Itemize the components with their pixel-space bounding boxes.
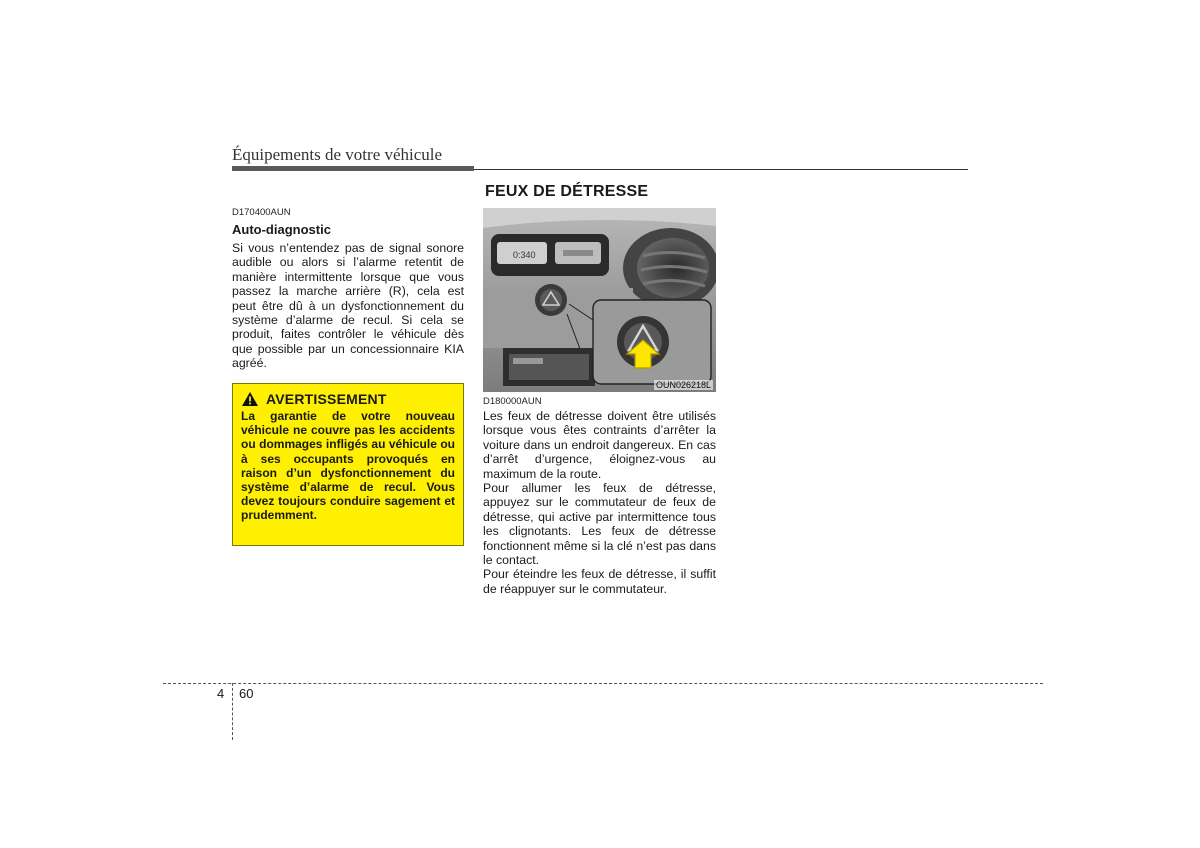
page-number: 60 <box>239 686 254 701</box>
paragraph-3: Pour éteindre les feux de détresse, il suffit de réappuyer sur le commutateur. <box>483 567 716 596</box>
section-code: D170400AUN <box>232 207 291 218</box>
footer-rule <box>163 683 1043 684</box>
hazard-switch-figure <box>483 208 716 392</box>
section-subtitle: Auto-diagnostic <box>232 222 331 237</box>
section-body: Si vous n’entendez pas de signal sonore audible ou alors si l’alarme retentit de manière intermittente lorsque que vous passez la marche arrière (R), cela est peut être dû à un dysfonctionnement du système d’alarme de recul. Si cela se produit, faites contrôler le véhicule dès que possible par un concessionnaire KIA agréé. <box>232 241 464 371</box>
warning-text: La garantie de votre nouveau véhicule ne couvre pas les accidents ou dommages infligés au véhicule ou à ses occupants provoqués en raison d’un dysfonctionnement du système d’alarme de recul. Vous devez toujours conduire sagement et prudemment. <box>241 409 455 523</box>
warning-triangle-icon <box>241 391 259 407</box>
paragraph-1: Les feux de détresse doivent être utilisés lorsque vous êtes contraints d’arrêter la voiture dans un endroit dangereux. En cas d’arrêt d’urgence, éloignez-vous au maximum de la route. <box>483 409 716 481</box>
page-header-title: Équipements de votre véhicule <box>232 145 443 164</box>
chapter-number: 4 <box>217 686 225 701</box>
paragraph-2: Pour allumer les feux de détresse, appuyez sur le commutateur de feux de détresse, qui active par intermittence tous les clignotants. Les feux de détresse fonctionnent même si la clé n’est pas dans le contact. <box>483 481 716 568</box>
warning-box <box>232 383 464 546</box>
figure-label: OUN026218L <box>655 380 711 390</box>
dashboard-illustration <box>483 208 716 392</box>
section-code-2: D180000AUN <box>483 396 542 407</box>
header-bar <box>232 166 474 171</box>
warning-header <box>241 391 455 407</box>
footer-divider <box>232 683 233 740</box>
left-column <box>232 207 464 371</box>
warning-title: AVERTISSEMENT <box>266 391 387 407</box>
section-title: FEUX DE DÉTRESSE <box>485 183 649 200</box>
header-rule <box>474 169 968 170</box>
clock-display: 0:340 <box>513 250 536 260</box>
right-column <box>483 396 716 596</box>
